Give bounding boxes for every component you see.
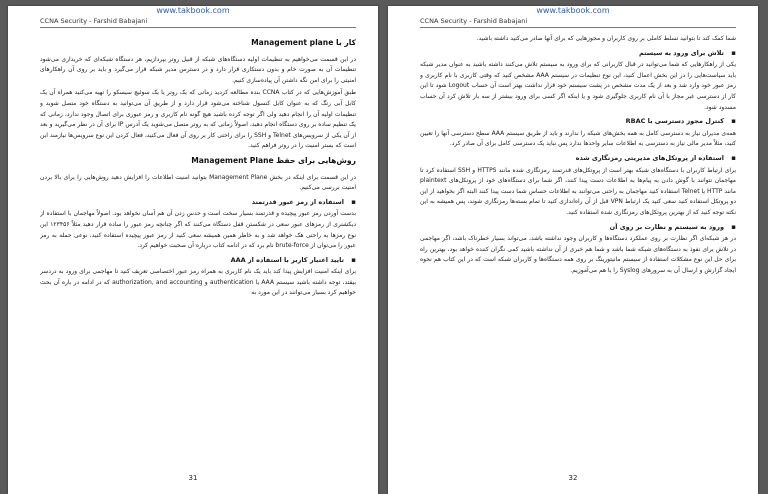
watermark[interactable]: www.takbook.com (536, 6, 610, 15)
page-number: 32 (568, 474, 578, 482)
bullet-heading: ▪ کنترل مجوز دسترسی با RBAC (420, 116, 736, 127)
paragraph: در هر شبکه‌ای اگر نظارت بر روی عملکرد دستگاه‌ها و کاربران وجود نداشته باشد، می‌تواند بسیار خطرناک باشد، اگر مهاجمی در تلاش برای نفوذ به دستگاه‌های شبکه شما باشد و شما هم خبری از آن نداشته باشید کمی نگران کننده خواهد بود، بهترین راه برای حل این نوع مشکلات استفاده از سیستم مانیتورینگ بر روی همه دستگاه‌ها و کاربران شبکه است که در این کتاب هم نحوه ایجاد گزارش و ارسال آن به سرورهای Syslog را با هم می‌آموزیم. (420, 235, 736, 274)
right-page (388, 6, 758, 494)
paragraph: یکی از راهکارهایی که شما می‌توانید در قبال کاربرانی که برای ورود به سیستم تلاش می‌کنند داشته باشید به عنوان مدیر شبکه باید سیاست‌هایی را در این بخش اعمال کنید، این نوع تنظیمات در سیستم AAA مشخص کنید که وقتی کاربری با نام کاربری و رمز عبور خود وارد شد و بعد از یک مدت مشخص در پشت سیستم خود قرار نداشت بهتر است آن حساب Logout شود تا این کار از دسترسی غیر مجاز با آن نام کاربری جلوگیری شود و یا اینکه اگر کسی برای ورود بیشتر از سه بار تلاش کرد آن حساب مسدود شود. (420, 61, 736, 111)
bullet-heading: ▪ استفاده از رمز عبور قدرتمند (40, 197, 356, 208)
left-page (8, 6, 378, 494)
right-body (420, 34, 736, 464)
paragraph: در این قسمت برای اینکه در بخش Management Plane بتوانید امنیت اطلاعات را افزایش دهید روش‌هایی را برای بالا بردن امنیت بررسی می‌کنیم. (40, 173, 356, 192)
paragraph: برای ارتباط کاربران با دستگاه‌های شبکه بهتر است از پروتکل‌های قدرتمند رمزنگاری شده مانند HTTPS و SSH استفاده کرد تا مهاجمان نتوانند با گوش دادن به پیام‌ها به اطلاعات دست پیدا کنند، اگر شما برای دستگاه‌های خود از پروتکل‌های plaintext مانند HTTP یا Telnet استفاده کنید مهاجمان به راحتی می‌توانند به اطلاعات حساس شما دست پیدا کنند البته اگر بخواهید از این دو پروتکل استفاده کنید سعی کنید یک ارتباط VPN قبل از آن راه‌اندازی کنید تا تمام بسته‌ها رمزنگاری شوند، پس همیشه به این نکته توجه کنید که از بهترین پروتکل‌های رمزنگاری شده استفاده کنید. (420, 166, 736, 216)
paragraph: طبق آموزش‌هایی که در کتاب CCNA بنده مطالعه کردید زمانی که یک روتر یا یک سوئیچ سیسکو را تهیه می‌کنید همراه آن یک کابل آبی رنگ که به عنوان کابل کنسول شناخته می‌شود قرار دارد و از طریق آن می‌توانید به دستگاه خود متصل شوید و تنظیمات اولیه آن را انجام دهید ولی اگر توجه کرده باشید هیچ گونه نام کاربری و رمز عبوری برای اتصال وجود ندارد، زمانی که یک تنظیم ساده بر روی دستگاه انجام دهید، اصولاً زمانی که به روتر متصل می‌شوید یک آدرس IP برای آن در نظر می‌گیرید و بعد از آن یکی از سرویس‌های Telnet و SSH را برای راحتی کار بر روی آن فعال می‌کنید، فعال کردن این نوع سرویس‌ها نیازمند این است که بستر امنیت را در روتر فراهم کنید. (40, 89, 356, 150)
bullet-heading: ▪ تلاش برای ورود به سیستم (420, 48, 736, 59)
paragraph: همه‌ی مدیران نیاز به دسترسی کامل به همه بخش‌های شبکه را ندارند و باید از طریق سیستم AAA سطح دسترسی آنها را تعیین کنید، مثلاً مدیر مالی نیاز به دسترسی به اطلاعات سایر واحدها ندارد پس نباید یک دسترسی کامل برای آن صادر کرد. (420, 129, 736, 148)
paragraph: برای اینکه امنیت افزایش پیدا کند باید یک نام کاربری به همراه رمز عبور اختصاصی تعریف کنید تا مهاجمی برای ورود به دردسر بیفتد، توجه داشته باشید سیستم AAA یا authentication و authorization, and accounting که در ادامه در باره آن بحث خواهیم کرد بسیار می‌توانند در این مورد به (40, 268, 356, 297)
bullet-heading: ▪ ورود به سیستم و نظارت بر روی آن (420, 222, 736, 233)
running-header: CCNA Security - Farshid Babajani (420, 17, 736, 28)
paragraph: بدست آوردن رمز عبور پیچیده و قدرتمند بسیار سخت است و حدس زدن آن هم آسان نخواهد بود. اصولاً مهاجمان با استفاده از دیکشنری از رمزهای عبور سعی در شکستن قفل دستگاه می‌کنند که اگر چنانچه رمز عبور را ساده قرار دهید مثلاً ۱۲۳۴۵۶ این نوع رمزها به راحتی هک خواهد شد و به خاطر همین همیشه سعی کنید از رمز عبور پیچیده استفاده کنید، نوعی حمله به رمز عبور را می‌توان از brute-force نام برد که در ادامه کتاب درباره آن صحبت خواهیم کرد. (40, 210, 356, 250)
paragraph: شما کمک کند تا بتوانید تسلط کاملی بر روی کاربران و مجوزهایی که برای آنها صادر می‌کنید داشته باشید. (476, 35, 736, 42)
section-heading: روش‌هایی برای حفظ Management Plane (191, 155, 356, 165)
bullet-heading: ▪ تایید اعتبار کاربر با استفاده از AAA (40, 255, 356, 266)
paragraph: در این قسمت می‌خواهیم به تنظیمات اولیه دستگاه‌های شبکه از قبیل روتر بپردازیم، هر دستگاه شبکه‌ای که خریداری می‌شود تنظیمات آن به صورت خام و بدون دستکاری قرار دارد و در دسترس مدیر شبکه قرار می‌گیرد و باید بر روی آن راهکارهای امنیتی را برای امن نگه داشتن آن پیاده‌سازی کنیم. (40, 55, 356, 84)
bullet-heading: ▪ استفاده از پروتکل‌های مدیریتی رمزنگاری شده (420, 153, 736, 164)
watermark[interactable]: www.takbook.com (156, 6, 230, 15)
page-number: 31 (188, 474, 198, 482)
running-header: CCNA Security - Farshid Babajani (40, 17, 356, 28)
section-heading: کار با Management plane (251, 38, 356, 47)
left-body (40, 34, 356, 464)
